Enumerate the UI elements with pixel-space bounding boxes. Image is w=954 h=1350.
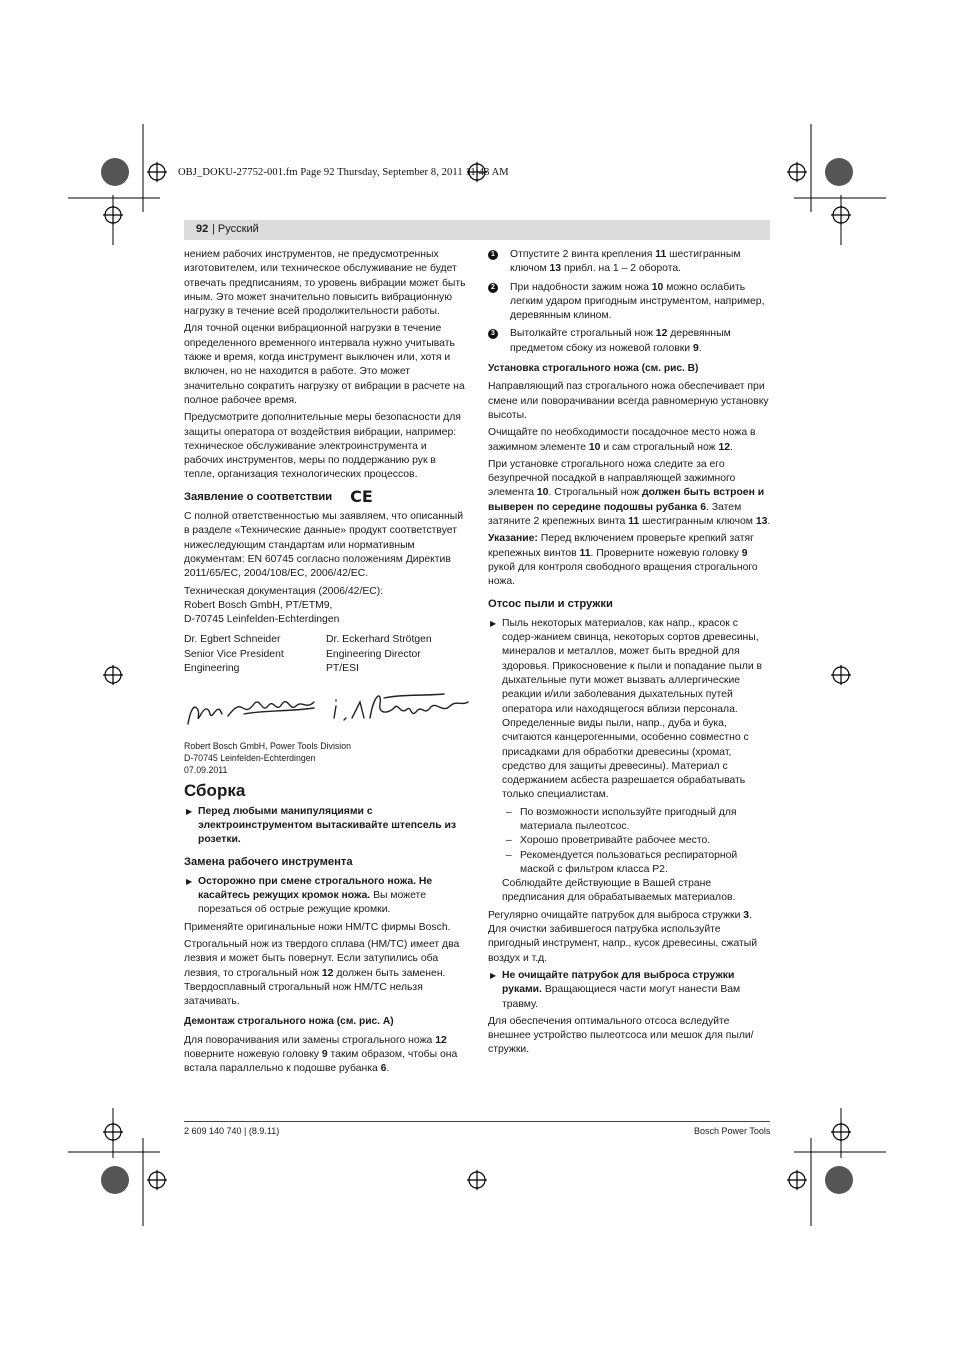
footer-brand: Bosch Power Tools [694, 1126, 771, 1136]
conformity-paragraph: С полной ответственностью мы заявляем, что описанный в разделе «Технические данные» продукт соответствует нижеследующим стандартам или нормативным документам: EN 60745 согласно положениям Директив 2011/65/EC, 2004/108/EC, 2006/42/EC. [184, 511, 464, 580]
print-info-line: OBJ_DOKU-27752-001.fm Page 92 Thursday, September 8, 2011 11:43 AM [178, 167, 509, 178]
step-3: 3 Вытолкайте строгальный нож 12 деревянным предметом сбоку из ножевой головки 9. [488, 327, 772, 356]
page-number: 92 [196, 223, 209, 235]
paragraph: Строгальный нож из твердого сплава (HM/TC) имеет два лезвия и может быть повернут. Если затупились оба лезвия, то строгальный нож 12 должен быть заменен. Твердосплавный строгальный нож HM/TC нельзя затачивать. [184, 938, 460, 1008]
step-2: 2 При надобности зажим ножа 10 можно ослабить легким ударом пригодным инструментом, например, деревянным клином. [488, 281, 772, 324]
step-1: 1 Отпустите 2 винта крепления 11 шестигранным ключом 13 прибл. на 1 – 2 оборота. [488, 248, 772, 277]
dash-item: – По возможности используйте пригодный для материала пылеотсос. [506, 806, 737, 832]
language-label: | Русский [212, 223, 259, 235]
paragraph: Для поворачивания или замены строгального ножа 12 поверните ножевую головку 9 таким образом, чтобы она встала параллельно к подошве рубанка 6. [184, 1034, 458, 1075]
triangle-bullet-icon: ▶ [490, 618, 497, 628]
tech-doc: Техническая документация (2006/42/EC): Robert Bosch GmbH, PT/ETM9, D-70745 Leinfelden-Echterdingen [184, 585, 384, 626]
assembly-heading: Сборка [184, 781, 246, 801]
vibration-paragraph: нением рабочих инструментов, не предусмотренных изготовителем, или техническое обслуживание не будет отвечать предписаниям, то уровень вибрации может быть иным. Это может значительно повысить вибрационную нагрузку в течение всей продолжительности работы. [184, 249, 466, 318]
dash-item: – Хорошо проветривайте рабочее место. [506, 835, 711, 847]
vibration-paragraph: Предусмотрите дополнительные меры безопасности для защиты оператора от воздействия вибрации, например: техническое обслуживание электроинструмента и рабочих инструментов, меры по поддержанию рук в тепле, организация технологических процессов. [184, 412, 461, 481]
paragraph: Направляющий паз строгального ножа обеспечивает при смене или поворачивании всегда равномерную установку высоты. [488, 381, 769, 421]
step-number-icon: 3 [488, 329, 498, 339]
paragraph: При установке строгального ножа следите за его безупречной посадкой в направляющей зажимного элемента 10. Строгальный нож должен быть встроен и выверен по середине подошвы рубанка 6. Затем затяните 2 крепежных винта 11 шестигранным ключом 13. [488, 458, 771, 528]
install-blade-heading: Установка строгального ножа (см. рис. В) [488, 363, 699, 375]
vibration-paragraph: Для точной оценки вибрационной нагрузки в течение определенного временного интервала нужно учитывать также и время, когда инструмент выключен или, хотя и включен, но не находится в работе. Это может значительно сократить нагрузку от вибрации в расчете на полное рабочее время. [184, 323, 465, 406]
triangle-bullet-icon: ▶ [490, 970, 497, 980]
footer-divider [184, 1121, 770, 1122]
ce-mark-icon: CE [350, 486, 373, 506]
triangle-bullet-icon: ▶ [186, 876, 193, 886]
dust-extraction-heading: Отсос пыли и стружки [488, 597, 613, 610]
warning-bullet: ▶ Не очищайте патрубок для выброса стружки руками. Вращающиеся части могут нанести Вам травму. [490, 969, 741, 1010]
paragraph: Применяйте оригинальные ножи HM/TC фирмы Bosch. [184, 921, 451, 933]
dust-warning-bullet: ▶ Пыль некоторых материалов, как напр., красок с содер-жанием свинца, некоторых сортов древесины, минералов и металлов, может быть вредной для здоровья. Прикосновение к пыли и попадание пыли в дыхательные пути может вызвать аллергические реакции и/или заболевания дыхательных путей оператора или находящегося вблизи персонала. Определенные виды пыли, напр., дуба и бука, считаются канцерогенными, особенно совместно с присадками для обработки древесины (хромат, средство для защиты древесины). Материал с содержанием асбеста разрешается обрабатывать только специалистам. [490, 617, 763, 801]
left-column [184, 248, 468, 1080]
paragraph: Соблюдайте действующие в Вашей стране предписания для обрабатываемых материалов. [502, 878, 736, 904]
page-header [184, 220, 770, 240]
signature-image [184, 684, 474, 734]
company-info: Robert Bosch GmbH, Power Tools Division D-70745 Leinfelden-Echterdingen 07.09.2011 [184, 741, 352, 776]
paragraph: Регулярно очищайте патрубок для выброса стружки 3. Для очистки забившегося патрубка используйте пригодный инструмент, напр., кусок древесины, сжатый воздух и т.д. [488, 909, 758, 964]
note-paragraph: Указание: Перед включением проверьте крепкий затяг крепежных винтов 11. Проверните ножевую головку 9 рукой для контроля свободного вращения строгального ножа. [488, 533, 758, 588]
handwritten-signatures [184, 684, 468, 734]
replace-tool-heading: Замена рабочего инструмента [184, 855, 353, 868]
step-number-icon: 1 [488, 250, 498, 260]
triangle-bullet-icon: ▶ [186, 806, 193, 816]
paragraph: Для обеспечения оптимального отсоса вследуйте внешнее устройство пылеотсоса или мешок для пыли/стружки. [488, 1015, 754, 1056]
conformity-heading: Заявление о соответствии CE [184, 486, 373, 506]
step-number-icon: 2 [488, 283, 498, 293]
paragraph: Очищайте по необходимости посадочное место ножа в зажимном элементе 10 и сам строгальный нож 12. [488, 427, 756, 453]
right-column [488, 248, 772, 1061]
dash-item: – Рекомендуется пользоваться респираторной маской с фильтром класса P2. [506, 849, 738, 875]
signatories: Dr. Egbert Schneider Senior Vice President Engineering Dr. Eckerhard Strötgen Engineering Director PT/ESI [184, 634, 432, 675]
warning-bullet: ▶ Перед любыми манипуляциями с электроинструментом вытаскивайте штепсель из розетки. [186, 805, 457, 846]
warning-bullet: ▶ Осторожно при смене строгального ножа. Не касайтесь режущих кромок ножа. Вы можете порезаться об острые режущие кромки. [186, 875, 433, 916]
footer-doc-number: 2 609 140 740 | (8.9.11) [184, 1126, 280, 1136]
remove-blade-heading: Демонтаж строгального ножа (см. рис. А) [184, 1016, 394, 1028]
